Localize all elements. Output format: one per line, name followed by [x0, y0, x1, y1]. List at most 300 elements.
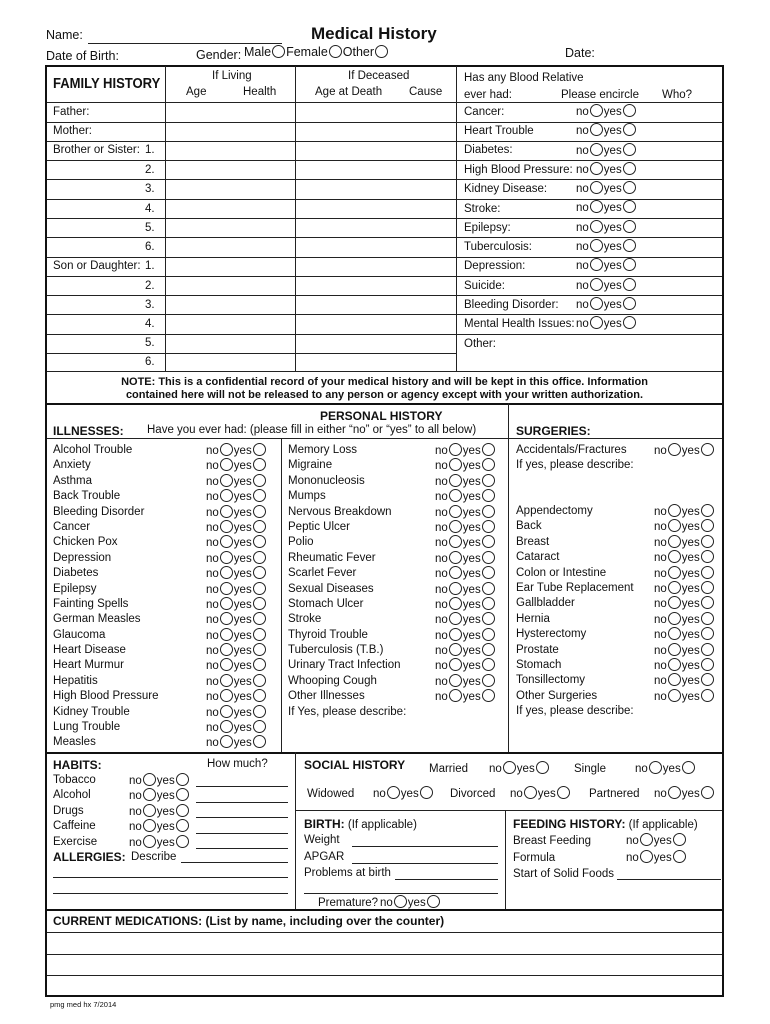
no-circle[interactable] [143, 804, 156, 817]
condition-diabetes: Diabetes: [464, 144, 513, 156]
sibling-num-5: 5. [145, 222, 155, 234]
yes-no-choice[interactable]: no yes [576, 181, 637, 200]
yes-no-choice[interactable]: no yes [129, 819, 190, 834]
yes-no-choice[interactable]: no yes [206, 566, 267, 581]
no-circle[interactable] [449, 674, 462, 687]
medications-line[interactable] [47, 954, 722, 955]
no-circle[interactable] [220, 535, 233, 548]
condition-high-blood-pressure: High Blood Pressure: [464, 164, 573, 176]
yes-no-choice[interactable]: no yes [435, 566, 496, 581]
no-circle[interactable] [668, 673, 681, 686]
yes-circle[interactable] [253, 674, 266, 687]
page-title: Medical History [311, 24, 437, 43]
illness-list-col1 [53, 443, 158, 751]
yes-circle[interactable] [253, 505, 266, 518]
no-circle[interactable] [640, 850, 653, 863]
yes-circle[interactable] [420, 786, 433, 799]
no-circle[interactable] [220, 612, 233, 625]
yes-no-choice[interactable]: no yes [576, 200, 637, 219]
no-circle[interactable] [220, 566, 233, 579]
no-circle[interactable] [590, 200, 603, 213]
date-label: Date: [565, 46, 595, 60]
family-row-line [47, 353, 456, 354]
apgar-line[interactable] [352, 863, 498, 864]
yes-no-choice[interactable]: no yes [435, 520, 496, 535]
no-circle[interactable] [143, 773, 156, 786]
yes-no-choice[interactable]: no yes [576, 220, 637, 239]
solid-foods-line[interactable] [617, 879, 721, 880]
gender-female-circle[interactable] [329, 45, 342, 58]
no-circle[interactable] [449, 489, 462, 502]
yes-circle[interactable] [623, 278, 636, 291]
yes-no-choice[interactable]: no yes [435, 628, 496, 643]
child-num-5: 5. [145, 337, 155, 349]
age-at-death-header: Age at Death [315, 86, 383, 98]
habits-list [53, 773, 97, 850]
personal-bottom-divider [47, 752, 722, 754]
yes-no-choice[interactable]: no yes [206, 551, 267, 566]
yes-no-choice[interactable]: no yes [206, 489, 267, 504]
no-circle[interactable] [590, 316, 603, 329]
no-circle[interactable] [449, 535, 462, 548]
no-circle[interactable] [590, 258, 603, 271]
yes-circle[interactable] [482, 505, 495, 518]
no-circle[interactable] [668, 581, 681, 594]
no-circle[interactable] [449, 520, 462, 533]
yes-circle[interactable] [701, 519, 714, 532]
yes-no-choice[interactable]: no yes [654, 673, 715, 688]
no-circle[interactable] [668, 786, 681, 799]
no-circle[interactable] [524, 786, 537, 799]
note-line-2: contained here will not be released to any person or agency except with your written authorization. [125, 389, 644, 401]
no-circle[interactable] [449, 658, 462, 671]
condition-bleeding-disorder: Bleeding Disorder: [464, 299, 559, 311]
formula-label: Formula [513, 852, 556, 864]
yes-circle[interactable] [701, 658, 714, 671]
surgeries-label: SURGERIES: [516, 424, 591, 438]
yes-circle[interactable] [701, 643, 714, 656]
premature-label: Premature? [318, 897, 379, 909]
no-circle[interactable] [668, 643, 681, 656]
illness-item: Stomach Ulcer [288, 597, 364, 610]
habit-line[interactable] [196, 802, 288, 803]
gender-male-circle[interactable] [272, 45, 285, 58]
no-circle[interactable] [590, 278, 603, 291]
weight-line[interactable] [352, 846, 498, 847]
no-circle[interactable] [449, 582, 462, 595]
no-circle[interactable] [590, 123, 603, 136]
yes-no-choice[interactable]: no yes [206, 612, 267, 627]
no-circle[interactable] [220, 658, 233, 671]
allergies-line[interactable] [181, 862, 288, 863]
no-circle[interactable] [449, 689, 462, 702]
name-label: Name: [46, 28, 83, 42]
yes-circle[interactable] [176, 819, 189, 832]
no-circle[interactable] [668, 658, 681, 671]
yes-circle[interactable] [482, 535, 495, 548]
yes-circle[interactable] [253, 551, 266, 564]
yes-no-choice[interactable]: no yes [435, 689, 496, 704]
no-circle[interactable] [668, 535, 681, 548]
sibling-num-4: 4. [145, 203, 155, 215]
yes-circle[interactable] [623, 200, 636, 213]
yes-circle[interactable] [701, 504, 714, 517]
no-circle[interactable] [220, 474, 233, 487]
yes-no-choice[interactable]: no yes [435, 474, 496, 489]
yes-no-choice[interactable]: no yes [129, 773, 190, 788]
yes-circle[interactable] [482, 689, 495, 702]
surgeries-left-line [508, 403, 509, 423]
yes-no-choice[interactable]: no yes [654, 581, 715, 596]
no-circle[interactable] [220, 443, 233, 456]
yes-circle[interactable] [701, 535, 714, 548]
no-circle[interactable] [668, 689, 681, 702]
premature-choice[interactable]: no yes [380, 895, 441, 909]
surgery-item: Prostate [516, 643, 559, 656]
no-circle[interactable] [220, 520, 233, 533]
yes-no-choice[interactable]: no yes [206, 458, 267, 473]
yes-no-choice[interactable]: no yes [129, 788, 190, 803]
yes-circle[interactable] [682, 761, 695, 774]
yes-circle[interactable] [253, 520, 266, 533]
yes-circle[interactable] [253, 535, 266, 548]
habit-line[interactable] [196, 848, 288, 849]
yes-circle[interactable] [623, 316, 636, 329]
yes-circle[interactable] [623, 123, 636, 136]
no-circle[interactable] [668, 612, 681, 625]
no-circle[interactable] [449, 566, 462, 579]
yes-circle[interactable] [176, 835, 189, 848]
yes-circle[interactable] [253, 658, 266, 671]
yes-no-choice[interactable]: no yes [654, 443, 715, 458]
no-circle[interactable] [668, 504, 681, 517]
no-circle[interactable] [220, 674, 233, 687]
yes-no-choice[interactable]: no yes [206, 535, 267, 550]
yes-no-choice[interactable]: no yes [576, 143, 637, 162]
no-circle[interactable] [220, 458, 233, 471]
yes-circle[interactable] [701, 689, 714, 702]
illness-item: Measles [53, 736, 96, 749]
child-num-1: 1. [145, 260, 155, 272]
yes-no-choice[interactable]: no yes [654, 504, 715, 519]
yes-circle[interactable] [253, 582, 266, 595]
yes-no-choice[interactable]: no yes [654, 658, 715, 673]
no-circle[interactable] [220, 489, 233, 502]
mother-label: Mother: [53, 125, 92, 137]
yes-circle[interactable] [623, 104, 636, 117]
yes-circle[interactable] [482, 520, 495, 533]
yes-circle[interactable] [482, 443, 495, 456]
yes-circle[interactable] [427, 895, 440, 908]
yes-circle[interactable] [536, 761, 549, 774]
yes-circle[interactable] [253, 474, 266, 487]
formula-choice[interactable]: no yes [626, 850, 687, 864]
no-circle[interactable] [590, 220, 603, 233]
yes-circle[interactable] [253, 689, 266, 702]
yes-no-choice[interactable]: no yes [654, 596, 715, 611]
partnered-choice[interactable]: no yes [654, 786, 715, 800]
no-circle[interactable] [449, 643, 462, 656]
personal-col-line-1 [281, 438, 282, 752]
problems-line-2[interactable] [304, 893, 498, 894]
yes-no-choice[interactable]: no yes [654, 643, 715, 658]
no-circle[interactable] [143, 788, 156, 801]
yes-no-choice[interactable]: no yes [654, 535, 715, 550]
social-history-title: SOCIAL HISTORY [304, 758, 406, 772]
yes-circle[interactable] [253, 705, 266, 718]
yes-no-choice[interactable]: no yes [129, 835, 190, 850]
no-circle[interactable] [220, 643, 233, 656]
yes-circle[interactable] [482, 582, 495, 595]
allergies-line[interactable] [53, 877, 288, 878]
yes-circle[interactable] [673, 833, 686, 846]
yes-circle[interactable] [176, 773, 189, 786]
no-circle[interactable] [394, 895, 407, 908]
yes-circle[interactable] [482, 643, 495, 656]
illness-item: Scarlet Fever [288, 567, 357, 580]
yes-no-choice[interactable]: no yes [129, 804, 190, 819]
child-num-2: 2. [145, 280, 155, 292]
yes-circle[interactable] [482, 458, 495, 471]
yes-circle[interactable] [482, 597, 495, 610]
no-circle[interactable] [668, 566, 681, 579]
yes-circle[interactable] [482, 628, 495, 641]
yes-no-choice[interactable]: no yes [206, 689, 267, 704]
widowed-choice[interactable]: no yes [373, 786, 434, 800]
yes-no-choice[interactable]: no yes [206, 582, 267, 597]
no-circle[interactable] [449, 597, 462, 610]
yes-no-choice[interactable]: no yes [654, 519, 715, 534]
yes-no-choice[interactable]: no yes [654, 566, 715, 581]
yes-no-choice[interactable]: no yes [654, 612, 715, 627]
no-circle[interactable] [220, 735, 233, 748]
surgery-item: Appendectomy [516, 505, 593, 517]
yes-no-choice[interactable]: no yes [206, 628, 267, 643]
no-circle[interactable] [590, 297, 603, 310]
no-circle[interactable] [640, 833, 653, 846]
yes-circle[interactable] [701, 596, 714, 609]
yes-circle[interactable] [253, 597, 266, 610]
no-circle[interactable] [449, 551, 462, 564]
yes-circle[interactable] [253, 643, 266, 656]
personal-col-line-2 [508, 420, 509, 752]
name-line[interactable] [88, 43, 282, 44]
yes-no-choice[interactable]: no yes [435, 489, 496, 504]
no-circle[interactable] [220, 689, 233, 702]
yes-no-choice[interactable]: no yes [206, 674, 267, 689]
illness-item: Hepatitis [53, 674, 98, 687]
yes-circle[interactable] [176, 804, 189, 817]
yes-no-choice[interactable]: no yes [206, 720, 267, 735]
family-row-line [47, 102, 722, 103]
yes-circle[interactable] [557, 786, 570, 799]
no-circle[interactable] [220, 628, 233, 641]
illness-item: Lung Trouble [53, 721, 121, 734]
yes-circle[interactable] [623, 258, 636, 271]
no-circle[interactable] [449, 505, 462, 518]
yes-circle[interactable] [253, 566, 266, 579]
no-circle[interactable] [220, 551, 233, 564]
no-circle[interactable] [590, 143, 603, 156]
illnesses-instructions: Have you ever had: (please fill in either “no” or “yes” to all below) [147, 424, 477, 436]
no-circle[interactable] [449, 612, 462, 625]
yes-no-choice[interactable]: no yes [435, 535, 496, 550]
yes-no-choice[interactable]: no yes [576, 123, 637, 142]
yes-circle[interactable] [623, 239, 636, 252]
yes-no-choice[interactable]: no yes [206, 597, 267, 612]
sibling-num-2: 2. [145, 164, 155, 176]
yes-no-choice[interactable]: no yes [206, 505, 267, 520]
no-circle[interactable] [503, 761, 516, 774]
surgery-item: Colon or Intestine [516, 566, 607, 579]
illness-item: German Measles [53, 613, 141, 626]
no-circle[interactable] [449, 474, 462, 487]
problems-line[interactable] [395, 879, 498, 880]
yes-circle[interactable] [253, 735, 266, 748]
yes-circle[interactable] [176, 788, 189, 801]
no-circle[interactable] [143, 835, 156, 848]
no-circle[interactable] [220, 505, 233, 518]
no-circle[interactable] [590, 239, 603, 252]
note-divider [47, 403, 722, 405]
single-choice[interactable]: no yes [635, 761, 696, 775]
illness-item: Stroke [288, 613, 322, 626]
allergies-line[interactable] [53, 893, 288, 894]
no-circle[interactable] [590, 162, 603, 175]
yes-no-choice[interactable]: no yes [206, 643, 267, 658]
no-circle[interactable] [449, 458, 462, 471]
son-daughter-label: Son or Daughter: [53, 260, 141, 272]
no-circle[interactable] [668, 627, 681, 640]
illness-item: Heart Disease [53, 644, 126, 657]
yes-circle[interactable] [701, 443, 714, 456]
yes-circle[interactable] [623, 162, 636, 175]
yes-no-choice[interactable]: no yes [206, 705, 267, 720]
no-circle[interactable] [590, 104, 603, 117]
yes-circle[interactable] [253, 489, 266, 502]
no-circle[interactable] [143, 819, 156, 832]
yes-no-choice[interactable]: no yes [206, 658, 267, 673]
yes-no-choice[interactable]: no yes [435, 674, 496, 689]
yes-no-choice[interactable]: no yes [206, 520, 267, 535]
habit-line[interactable] [196, 817, 288, 818]
illness-describe-label: If Yes, please describe: [288, 705, 407, 718]
illness-yes-no-col1 [206, 443, 267, 751]
yes-circle[interactable] [482, 566, 495, 579]
yes-no-choice[interactable]: no yes [435, 582, 496, 597]
yes-circle[interactable] [701, 786, 714, 799]
married-choice[interactable]: no yes [489, 761, 550, 775]
no-circle[interactable] [449, 628, 462, 641]
birth-note: (If applicable) [347, 819, 417, 831]
no-circle[interactable] [387, 786, 400, 799]
no-circle[interactable] [668, 443, 681, 456]
yes-circle[interactable] [482, 551, 495, 564]
yes-circle[interactable] [253, 720, 266, 733]
yes-circle[interactable] [253, 443, 266, 456]
yes-no-choice[interactable]: no yes [654, 550, 715, 565]
no-circle[interactable] [220, 720, 233, 733]
note-line-1: NOTE: This is a confidential record of your medical history and will be kept in this office. Information [121, 376, 648, 388]
yes-circle[interactable] [701, 550, 714, 563]
no-circle[interactable] [220, 597, 233, 610]
child-num-3: 3. [145, 299, 155, 311]
medications-line[interactable] [47, 932, 722, 933]
yes-circle[interactable] [623, 220, 636, 233]
yes-no-choice[interactable]: no yes [435, 505, 496, 520]
yes-circle[interactable] [623, 297, 636, 310]
breast-feeding-choice[interactable]: no yes [626, 833, 687, 847]
yes-no-choice[interactable]: no yes [576, 258, 637, 277]
illness-item: Diabetes [53, 567, 99, 580]
yes-circle[interactable] [482, 658, 495, 671]
divorced-choice[interactable]: no yes [510, 786, 571, 800]
yes-circle[interactable] [482, 612, 495, 625]
yes-circle[interactable] [482, 489, 495, 502]
no-circle[interactable] [668, 550, 681, 563]
yes-no-choice[interactable]: no yes [206, 474, 267, 489]
gender-label: Gender: [196, 48, 242, 62]
medications-line[interactable] [47, 975, 722, 976]
no-circle[interactable] [649, 761, 662, 774]
yes-no-choice[interactable]: no yes [435, 443, 496, 458]
no-circle[interactable] [220, 582, 233, 595]
yes-no-choice[interactable]: no yes [435, 597, 496, 612]
yes-no-choice[interactable]: no yes [576, 104, 637, 123]
yes-circle[interactable] [482, 474, 495, 487]
habit-line[interactable] [196, 786, 288, 787]
yes-no-choice[interactable]: no yes [435, 612, 496, 627]
yes-circle[interactable] [253, 628, 266, 641]
condition-kidney-disease: Kidney Disease: [464, 183, 548, 195]
yes-circle[interactable] [701, 612, 714, 625]
sibling-num-1: 1. [145, 144, 155, 156]
yes-circle[interactable] [623, 181, 636, 194]
yes-circle[interactable] [701, 673, 714, 686]
yes-circle[interactable] [701, 581, 714, 594]
yes-no-choice[interactable]: no yes [576, 316, 637, 335]
surgery-item: Gallbladder [516, 597, 575, 610]
yes-circle[interactable] [253, 612, 266, 625]
yes-no-choice[interactable]: no yes [654, 689, 715, 704]
yes-circle[interactable] [701, 566, 714, 579]
no-circle[interactable] [220, 705, 233, 718]
yes-no-choice[interactable]: no yes [206, 735, 267, 750]
no-circle[interactable] [449, 443, 462, 456]
yes-no-choice[interactable]: no yes [576, 278, 637, 297]
no-circle[interactable] [668, 596, 681, 609]
yes-circle[interactable] [482, 674, 495, 687]
habit-line[interactable] [196, 833, 288, 834]
yes-no-choice[interactable]: no yes [206, 443, 267, 458]
surgery-item: Other Surgeries [516, 689, 598, 702]
yes-no-choice[interactable]: no yes [576, 297, 637, 316]
yes-no-choice[interactable]: no yes [576, 162, 637, 181]
yes-circle[interactable] [701, 627, 714, 640]
yes-circle[interactable] [253, 458, 266, 471]
yes-no-choice[interactable]: no yes [435, 658, 496, 673]
gender-other-circle[interactable] [375, 45, 388, 58]
yes-circle[interactable] [623, 143, 636, 156]
yes-no-choice[interactable]: no yes [654, 627, 715, 642]
yes-no-choice[interactable]: no yes [435, 551, 496, 566]
no-circle[interactable] [590, 181, 603, 194]
no-circle[interactable] [668, 519, 681, 532]
yes-no-choice[interactable]: no yes [435, 643, 496, 658]
yes-no-choice[interactable]: no yes [576, 239, 637, 258]
yes-no-choice[interactable]: no yes [435, 458, 496, 473]
yes-circle[interactable] [673, 850, 686, 863]
